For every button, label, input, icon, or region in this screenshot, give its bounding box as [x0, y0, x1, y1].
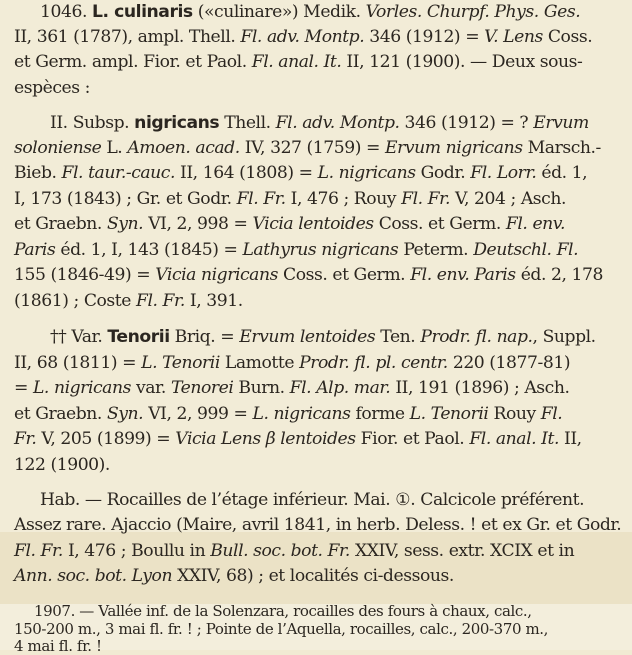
text-run: Burn. — [238, 378, 285, 398]
text-run: XXIV, 68) ; et localités ci-dessous. — [177, 566, 454, 586]
text-run: Var. — [71, 327, 103, 347]
reference: Bull. soc. bot. Fr. — [210, 541, 350, 561]
text-run: var. — [135, 378, 166, 398]
taxon-name-italic: Vicia nigricans — [155, 265, 278, 285]
subsp-line-1 — [50, 113, 589, 133]
var-line-6: 122 (1900). — [14, 455, 110, 475]
reference: Fl. env. Paris — [410, 265, 516, 285]
text-run: , Suppl. — [532, 327, 596, 347]
reference: Syn. — [106, 404, 144, 424]
reference: Fl. env. — [505, 214, 566, 234]
text-run: éd. 1, — [541, 163, 588, 183]
text-run: II, 164 (1808) = — [180, 163, 313, 183]
reference: Syn. — [106, 214, 144, 234]
reference: Fl. adv. Montp. — [275, 113, 400, 133]
text-run: et Germ. ampl. Fior. et Paol. — [14, 52, 247, 72]
reference: Ann. soc. bot. Lyon — [14, 566, 173, 586]
reference: Fl. taur.-cauc. — [61, 163, 175, 183]
entry-number: 1046. — [40, 2, 87, 22]
var-line-2 — [14, 353, 570, 373]
taxon-name-italic: Ervum nigricans — [385, 138, 523, 158]
taxon-name: nigricans — [134, 113, 220, 133]
text-run: VI, 2, 998 = — [148, 214, 248, 234]
text-run: VI, 2, 999 = — [148, 404, 248, 424]
text-run: I, 476 ; Boullu in — [67, 541, 206, 561]
var-line-3 — [14, 378, 569, 398]
text-run: Godr. — [420, 163, 466, 183]
text-run: I, 173 (1843) ; Gr. et Godr. — [14, 189, 232, 209]
habitat-line-3 — [14, 541, 574, 561]
text-run: II, 191 (1896) ; Asch. — [395, 378, 570, 398]
taxon-name-italic: L. Tenorii — [141, 353, 220, 373]
text-run: Bieb. — [14, 163, 57, 183]
var-line-4 — [14, 404, 562, 424]
entry-line-3 — [14, 52, 582, 72]
text-run: 346 (1912) = — [369, 27, 480, 47]
habitat-line-4 — [14, 566, 454, 586]
text-run: forme — [355, 404, 405, 424]
text-run: Coss. et Germ. — [283, 265, 406, 285]
reference: Fl. Fr. — [135, 291, 185, 311]
text-run: 155 (1846-49) = — [14, 265, 151, 285]
entry-line-2 — [14, 27, 592, 47]
reference: Fl. anal. It. — [251, 52, 342, 72]
reference: Fl. — [540, 404, 563, 424]
taxon-name-italic: Vicia lentoides — [252, 214, 374, 234]
subsp-line-5 — [14, 214, 565, 234]
taxon-name: Tenorii — [107, 327, 170, 347]
taxon-name-italic: L. nigricans — [32, 378, 131, 398]
text-run: Lamotte — [224, 353, 295, 373]
text-run: Ten. — [380, 327, 416, 347]
dagger-mark: †† — [50, 327, 67, 347]
reference: Fl. Fr. — [236, 189, 286, 209]
reference: Amoen. acad. — [127, 138, 240, 158]
reference: Fl. Lorr. — [470, 163, 537, 183]
var-line-1 — [50, 327, 596, 347]
text-run: XXIV, sess. extr. XCIX et in — [354, 541, 575, 561]
text-run: = — [14, 378, 28, 398]
text-run: II, 68 (1811) = — [14, 353, 137, 373]
text-run: II. Subsp. — [50, 113, 130, 133]
text-run: Coss. — [547, 27, 593, 47]
taxon-name-italic: Tenorei — [170, 378, 234, 398]
text-run: Fior. et Paol. — [360, 429, 465, 449]
text-run: et Graebn. — [14, 404, 102, 424]
reference: Paris — [14, 240, 56, 260]
reference: Fl. Fr. — [401, 189, 451, 209]
subsp-line-8 — [14, 291, 243, 311]
reference: Fr. — [14, 429, 37, 449]
locality-line-1: 1907. — Vallée inf. de la Solenzara, rocailles des fours à chaux, calc., — [34, 602, 532, 620]
taxon-name-italic: L. Tenorii — [409, 404, 489, 424]
text-run: IV, 327 (1759) = — [244, 138, 380, 158]
text-run: I, 391. — [189, 291, 243, 311]
text-run: II, 361 (1787), ampl. Thell. — [14, 27, 236, 47]
text-run: (1861) ; Coste — [14, 291, 131, 311]
entry-line-4: espèces : — [14, 78, 90, 98]
reference: Deutschl. Fl. — [473, 240, 579, 260]
text-run: V, 205 (1899) = — [41, 429, 171, 449]
taxon-name-italic: L. nigricans — [317, 163, 416, 183]
taxon-name: L. culinaris — [91, 2, 193, 22]
taxon-name-italic: V. Lens — [484, 27, 543, 47]
author: Medik. — [303, 2, 361, 22]
locality-line-2: 150-200 m., 3 mai fl. fr. ! ; Pointe de l’Aquella, rocailles, calc., 200-370 m., — [14, 620, 549, 638]
text-run: II, 121 (1900). — Deux sous- — [346, 52, 583, 72]
reference: Prodr. fl. pl. centr. — [299, 353, 448, 373]
var-line-5 — [14, 429, 582, 449]
taxon-name-italic: Vicia Lens β lentoides — [175, 429, 356, 449]
subsp-line-3 — [14, 163, 587, 183]
text-run: éd. 1, I, 143 (1845) = — [60, 240, 238, 260]
taxon-name-italic: L. nigricans — [252, 404, 351, 424]
habitat-line-1: Hab. — Rocailles de l’étage inférieur. Mai. ①. Calcicole préférent. — [40, 490, 585, 510]
text-run: éd. 2, 178 — [520, 265, 603, 285]
text-run: Marsch.- — [527, 138, 601, 158]
reference: Fl. anal. It. — [469, 429, 559, 449]
text-run: V, 204 ; Asch. — [455, 189, 566, 209]
text-run: Rouy — [493, 404, 536, 424]
text-run: Coss. et Germ. — [378, 214, 501, 234]
subsp-line-6 — [14, 240, 578, 260]
subsp-line-2 — [14, 138, 601, 158]
locality-line-3: 4 mai fl. fr. ! — [14, 637, 102, 655]
subsp-line-4 — [14, 189, 566, 209]
taxon-name-italic: Ervum lentoides — [239, 327, 376, 347]
taxon-name-italic: Ervum — [533, 113, 589, 133]
habitat-line-2: Assez rare. Ajaccio (Maire, avril 1841, in herb. Deless. ! et ex Gr. et Godr. — [14, 515, 622, 535]
author: Thell. — [224, 113, 271, 133]
text-run: II, — [563, 429, 582, 449]
vernacular-name: («culinare») — [197, 2, 299, 22]
text-run: 220 (1877-81) — [452, 353, 571, 373]
reference: Fl. adv. Montp. — [240, 27, 365, 47]
text-run: Peterm. — [403, 240, 469, 260]
text-run: 346 (1912) = ? — [404, 113, 529, 133]
reference: Fl. Fr. — [14, 541, 63, 561]
taxon-name-italic: soloniense — [14, 138, 102, 158]
text-run: I, 476 ; Rouy — [290, 189, 397, 209]
reference: Fl. Alp. mar. — [289, 378, 391, 398]
entry-line-1 — [40, 2, 580, 22]
reference: Vorles. Churpf. Phys. Ges. — [365, 2, 581, 22]
text-run: L. — [106, 138, 123, 158]
subsp-line-7 — [14, 265, 603, 285]
text-run: et Graebn. — [14, 214, 102, 234]
text-run: Briq. = — [174, 327, 235, 347]
reference: Prodr. fl. nap. — [420, 327, 533, 347]
taxon-name-italic: Lathyrus nigricans — [242, 240, 399, 260]
